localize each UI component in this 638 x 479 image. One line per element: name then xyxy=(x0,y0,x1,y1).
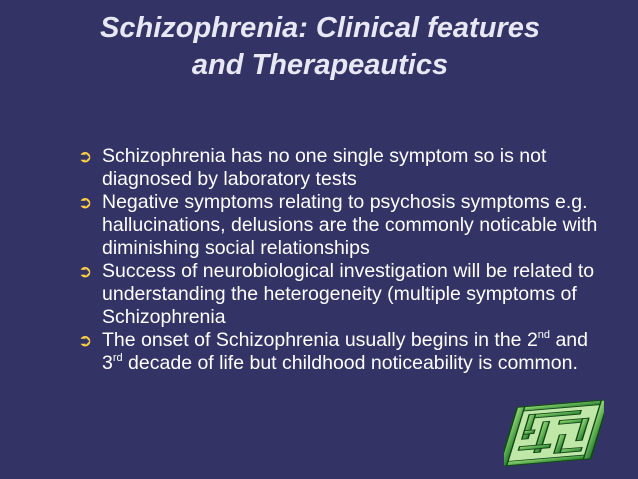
bullet-text-2: Negative symptoms relating to psychosis symptoms e.g. hallucinations, delusions are the commonly noticable with diminishing social relationships xyxy=(102,191,598,259)
curved-arrow-right-icon: ➲ xyxy=(78,262,93,281)
bullet-text-1: Schizophrenia has no one single symptom so is not diagnosed by laboratory tests xyxy=(102,145,547,190)
curved-arrow-right-icon: ➲ xyxy=(78,147,93,166)
curved-arrow-right-icon: ➲ xyxy=(78,331,93,350)
bullet-text-4-part2: and 3 xyxy=(102,329,588,374)
bullet-item-3 xyxy=(78,260,598,329)
green-maze-icon xyxy=(504,396,604,470)
curved-arrow-right-icon: ➲ xyxy=(78,193,93,212)
ordinal-number-2: 2 xyxy=(526,329,538,351)
bullet-text-4-part3: decade of life but childhood noticeability is common. xyxy=(122,352,578,374)
slide-title xyxy=(40,10,600,84)
bullet-text-3: Success of neurobiological investigation will be related to understanding the heterogeneity (multiple symptoms of Schizophrenia xyxy=(102,260,595,328)
title-line-1: Schizophrenia: Clinical features xyxy=(100,12,540,44)
bullet-list xyxy=(78,145,598,375)
bullet-item-2 xyxy=(78,191,598,260)
ordinal-suffix-rd: rd xyxy=(112,352,123,364)
bullet-item-1 xyxy=(78,145,598,191)
ordinal-suffix-nd: nd xyxy=(537,329,551,341)
title-line-2: and Therapeautics xyxy=(191,49,449,81)
bullet-text-4-part1: The onset of Schizophrenia usually begins in the xyxy=(102,329,527,351)
bullet-item-4 xyxy=(78,329,598,375)
